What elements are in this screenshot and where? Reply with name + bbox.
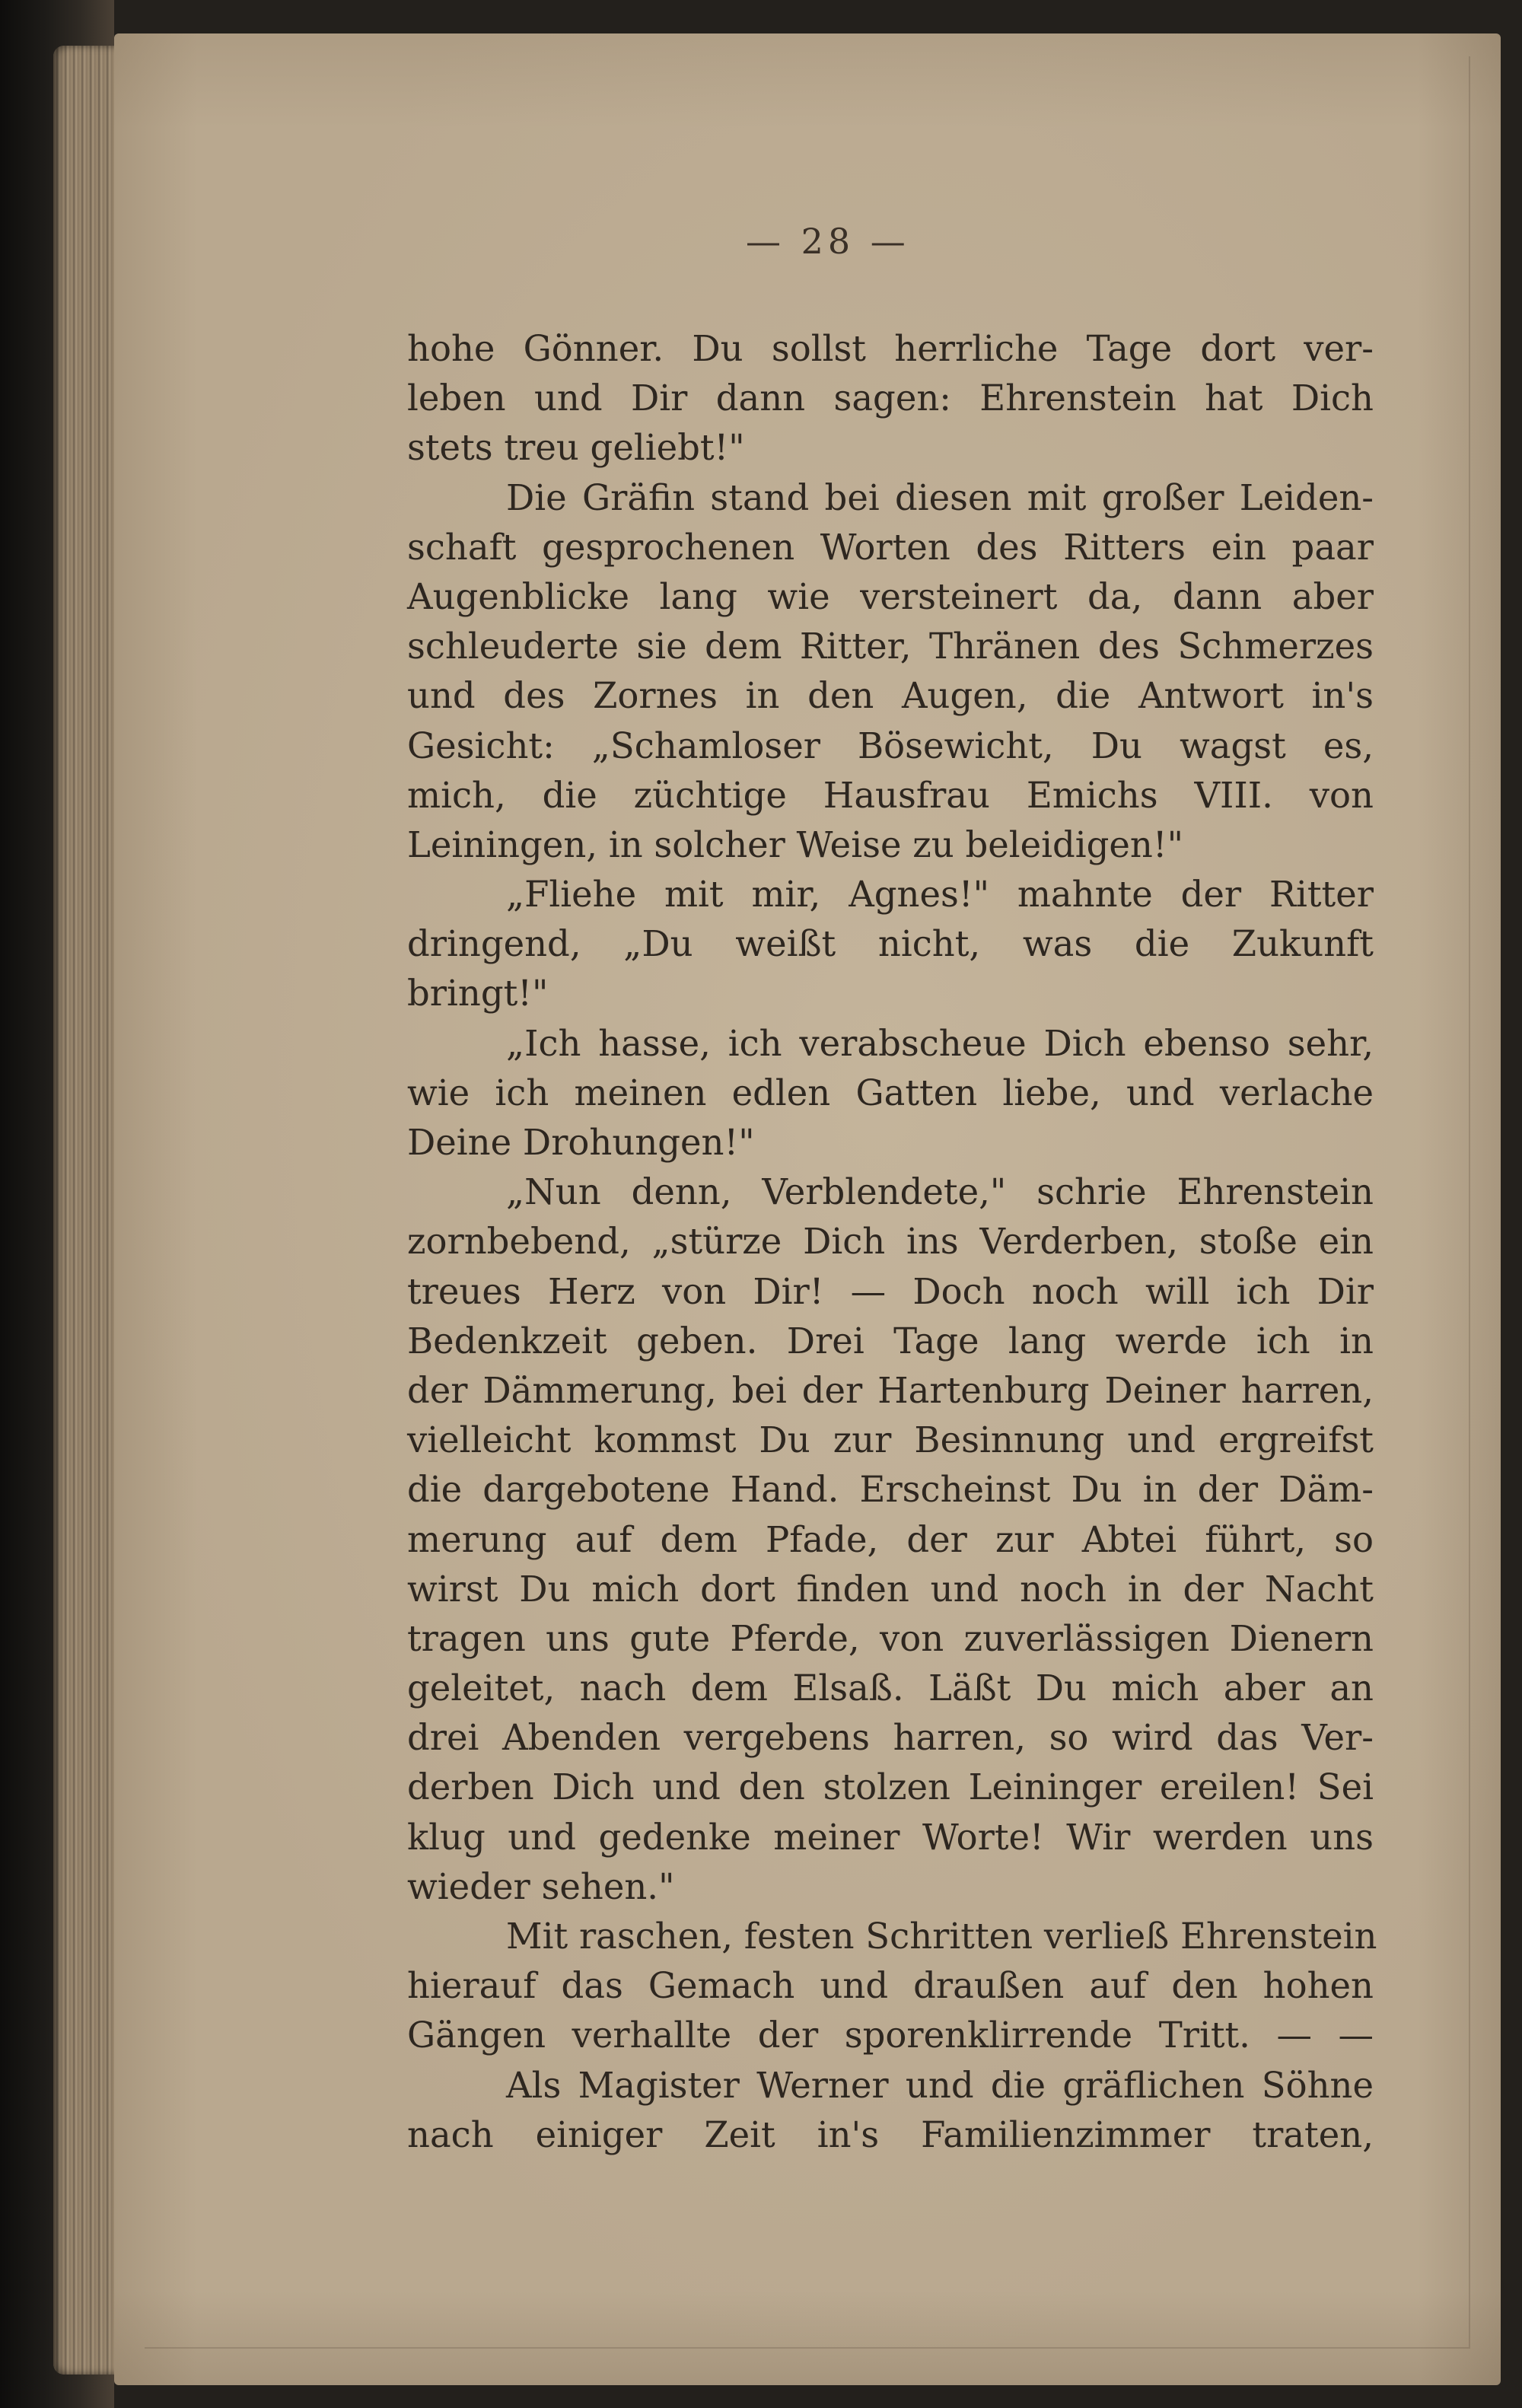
text-line: Deine Drohungen!" (407, 1122, 755, 1163)
text-line: Gängen verhallte der sporenklirrende Tritt. — — (407, 2015, 1374, 2056)
text-line: Augenblicke lang wie versteinert da, dann aber (407, 575, 1374, 617)
text-line: wieder sehen." (407, 1865, 675, 1907)
text-line: hierauf das Gemach und draußen auf den hohen (407, 1965, 1374, 2007)
text-line: vielleicht kommst Du zur Besinnung und ergreifst (407, 1419, 1374, 1461)
text-line: und des Zornes in den Augen, die Antwort in's (407, 675, 1374, 717)
text-line: treues Herz von Dir! — Doch noch will ich Dir (407, 1270, 1374, 1312)
text-line: stets treu geliebt!" (407, 427, 745, 469)
body-text (407, 324, 1377, 2160)
text-line: Die Gräfin stand bei diesen mit großer Leiden- (506, 476, 1374, 518)
text-line: derben Dich und den stolzen Leininger ereilen! Sei (407, 1766, 1374, 1808)
text-line: Gesicht: „Schamloser Bösewicht, Du wagst es, (407, 725, 1374, 766)
text-line: wirst Du mich dort finden und noch in der Nacht (407, 1568, 1374, 1610)
text-line: zornbebend, „stürze Dich ins Verderben, stoße ein (407, 1221, 1374, 1263)
text-line: bringt!" (407, 973, 549, 1014)
text-line: Leiningen, in solcher Weise zu beleidigen!" (407, 823, 1183, 865)
text-line: nach einiger Zeit in's Familienzimmer traten, (407, 2113, 1374, 2155)
text-line: merung auf dem Pfade, der zur Abtei führt, so (407, 1518, 1374, 1560)
text-line: Als Magister Werner und die gräflichen Söhne (506, 2064, 1374, 2106)
text-line: die dargebotene Hand. Erscheinst Du in der Däm- (407, 1469, 1374, 1511)
text-line: „Ich hasse, ich verabscheue Dich ebenso sehr, (506, 1022, 1374, 1064)
text-line: schaft gesprochenen Worten des Ritters ein paar (407, 526, 1374, 568)
text-line: wie ich meinen edlen Gatten liebe, und verlache (407, 1072, 1374, 1113)
text-line: klug und gedenke meiner Worte! Wir werden uns (407, 1816, 1374, 1858)
text-line: „Fliehe mit mir, Agnes!" mahnte der Ritter (506, 874, 1374, 916)
text-line: mich, die züchtige Hausfrau Emichs VIII. von (407, 774, 1374, 816)
text-line: geleitet, nach dem Elsaß. Läßt Du mich aber an (407, 1667, 1374, 1709)
text-line: hohe Gönner. Du sollst herrliche Tage dort ver- (407, 328, 1374, 369)
text-line: drei Abenden vergebens harren, so wird das Ver- (407, 1717, 1374, 1759)
text-line: Mit raschen, festen Schritten verließ Ehrenstein (506, 1916, 1377, 1957)
text-line: „Nun denn, Verblendete," schrie Ehrenstein (506, 1171, 1374, 1213)
text-line: der Dämmerung, bei der Hartenburg Deiner harren, (407, 1369, 1374, 1411)
page-number: — 28 — (746, 221, 910, 262)
text-line: schleuderte sie dem Ritter, Thränen des Schmerzes (407, 626, 1374, 667)
text-line: Bedenkzeit geben. Drei Tage lang werde ich in (407, 1320, 1374, 1362)
text-line: dringend, „Du weißt nicht, was die Zukunft (407, 923, 1374, 965)
text-line: leben und Dir dann sagen: Ehrenstein hat Dich (407, 377, 1374, 419)
text-line: tragen uns gute Pferde, von zuverlässigen Dienern (407, 1617, 1374, 1659)
